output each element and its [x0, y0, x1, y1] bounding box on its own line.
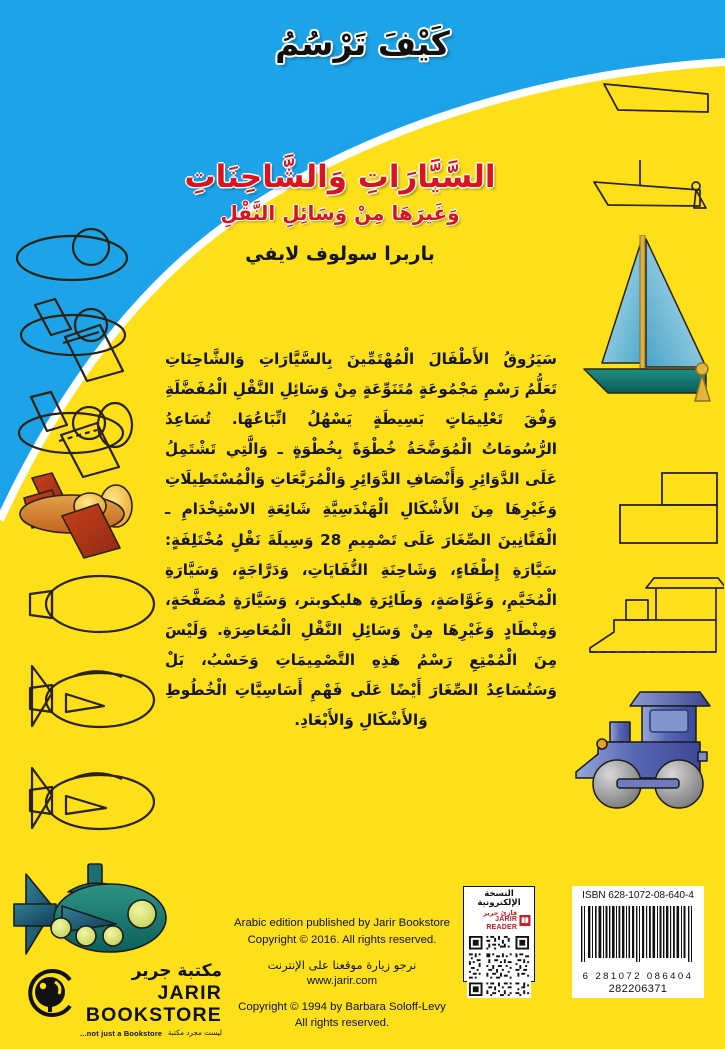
jarir-tagline-en: ...not just a Bookstore [80, 1028, 163, 1038]
submarine-step-2-fins-illustration [8, 660, 163, 740]
train-step-3-colored-illustration [572, 684, 722, 818]
jarir-reader-badge[interactable] [463, 886, 535, 982]
colophon-publisher: Arabic edition published by Jarir Bookstore [234, 917, 450, 929]
reader-brand-text [467, 910, 517, 932]
barcode-sub-number: 282206371 [608, 983, 668, 995]
series-title: كَيْفَ تَرْسُمُ [275, 24, 450, 63]
sailboat-step-1-hull-illustration [600, 80, 720, 120]
page-title: السَّيَّارَاتِ وَالشَّاحِنَاتِ [184, 159, 496, 195]
qr-code-icon[interactable] [467, 934, 531, 998]
jarir-english-name: JARIR BOOKSTORE [85, 981, 222, 1027]
jarir-tagline-row [80, 1027, 222, 1038]
train-step-1-rectangles-illustration [592, 468, 722, 548]
airplane-step-4-colored-illustration [8, 470, 160, 562]
colophon-copyright-original: Copyright © 1994 by Barbara Soloff-Levy [238, 1000, 446, 1013]
colophon [186, 915, 498, 1032]
jarir-arabic-name: مكتبة جرير [131, 961, 222, 981]
author-name: باربرا سولوف لايفي [245, 242, 435, 265]
sailboat-step-2-mast-illustration [590, 160, 715, 220]
train-step-2-cab-illustration [578, 572, 724, 662]
submarine-step-1-oval-illustration [14, 570, 164, 638]
submarine-step-4-colored-illustration [6, 862, 188, 968]
jarir-bookstore-logo [22, 961, 222, 1038]
description-paragraph: سَيَرُوقُ الأَطْفَالَ الْمُهْتَمِّينَ بِالسَّيَّارَاتِ وَالشَّاحِنَاتِ تَعَلُّمُ رَسْمِ مَجْمُوعَةٍ مُتَنَوِّعَةٍ مِنْ وَسَائِلِ النَّقْلِ الْمُفَضَّلَةِ وَفْقَ تَعْلِيمَاتٍ بَسِيطَةٍ يَسْهُلُ اتِّبَاعُهَا. تُسَاعِدُ الرُّسُومَاتُ الْمُوَضَّحَةُ خُطْوَةً بِخُطْوَةٍ ـ وَالَّتِي تَشْتَمِلُ عَلَى الدَّوَائِرِ وَأَنْصَافِ الدَّوَائِرِ وَالْمُرَبَّعَاتِ وَالْمُسْتَطِيلَاتِ وَغَيْرِهَا مِنَ الأَشْكَالِ الْهَنْدَسِيَّةِ شَائِعَةِ الاسْتِخْدَامِ ـ الْفَنَّانِينَ الصِّغَارَ عَلَى تَصْمِيمِ 28 وَسِيلَةَ نَقْلٍ مُخْتَلِفَةٍ: سَيَّارَةِ إِطْفَاءٍ، وَشَاحِنَةِ النُّفَايَاتِ، وَدَرَّاجَةٍ، وَسَيَّارَةِ الْمُخَيَّمِ، وَغَوَّاصَةٍ، وَطَائِرَةِ هليكوبتر، وَسَيَّارَةٍ مُصَفَّحَةٍ، وَمِنْطَادٍ وَغَيْرِهَا مِنْ وَسَائِلِ النَّقْلِ الْمُعَاصِرَةِ. وَلَيْسَ مِنَ الْمُمْتِعِ رَسْمُ هَذِهِ التَّصْمِيمَاتِ وَحَسْبُ، بَلْ وَسَتُسَاعِدُ الصِّغَارَ أَيْضًا عَلَى فَهْمِ أَسَاسِيَّاتِ الْخُطُوطِ وَالأَشْكَالِ وَالأَبْعَادِ. [165, 350, 557, 730]
jarir-tagline-ar: ليست مجرد مكتبة [167, 1027, 222, 1037]
book-icon [519, 914, 531, 927]
reader-badge-title: النسخة الإلكترونية [477, 889, 521, 909]
airplane-step-2-wings-illustration [5, 285, 155, 385]
jarir-logo-mark-icon [22, 966, 74, 1018]
colophon-rights: All rights reserved. [294, 1017, 390, 1030]
colophon-spacer [186, 990, 498, 999]
barcode-digits: 6 281072 086404 [582, 971, 694, 982]
ean13-barcode [579, 904, 697, 966]
submarine-step-3-details-illustration [8, 760, 163, 842]
title-block [120, 158, 560, 265]
reader-brand-arabic: قارئ جرير [483, 908, 518, 917]
reader-badge-brand [467, 910, 531, 932]
page-subtitle: وَغَيرَهَا مِنْ وَسَائِلِ النَّقْلِ [220, 200, 460, 225]
colophon-visit-site-arabic: نرجو زيارة موقعنا على الإنترنت [267, 958, 417, 973]
colophon-website[interactable]: www.jarir.com [306, 975, 378, 988]
barcode-block [572, 886, 704, 998]
sailboat-step-3-colored-illustration [576, 235, 722, 430]
colophon-copyright-ar-edition: Copyright © 2016. All rights reserved. [247, 933, 437, 946]
reader-brand-english: JARIR READER [486, 916, 518, 931]
jarir-logo-wordmark [80, 962, 222, 1038]
isbn-label: ISBN 628-1072-08-640-4 [582, 890, 694, 901]
